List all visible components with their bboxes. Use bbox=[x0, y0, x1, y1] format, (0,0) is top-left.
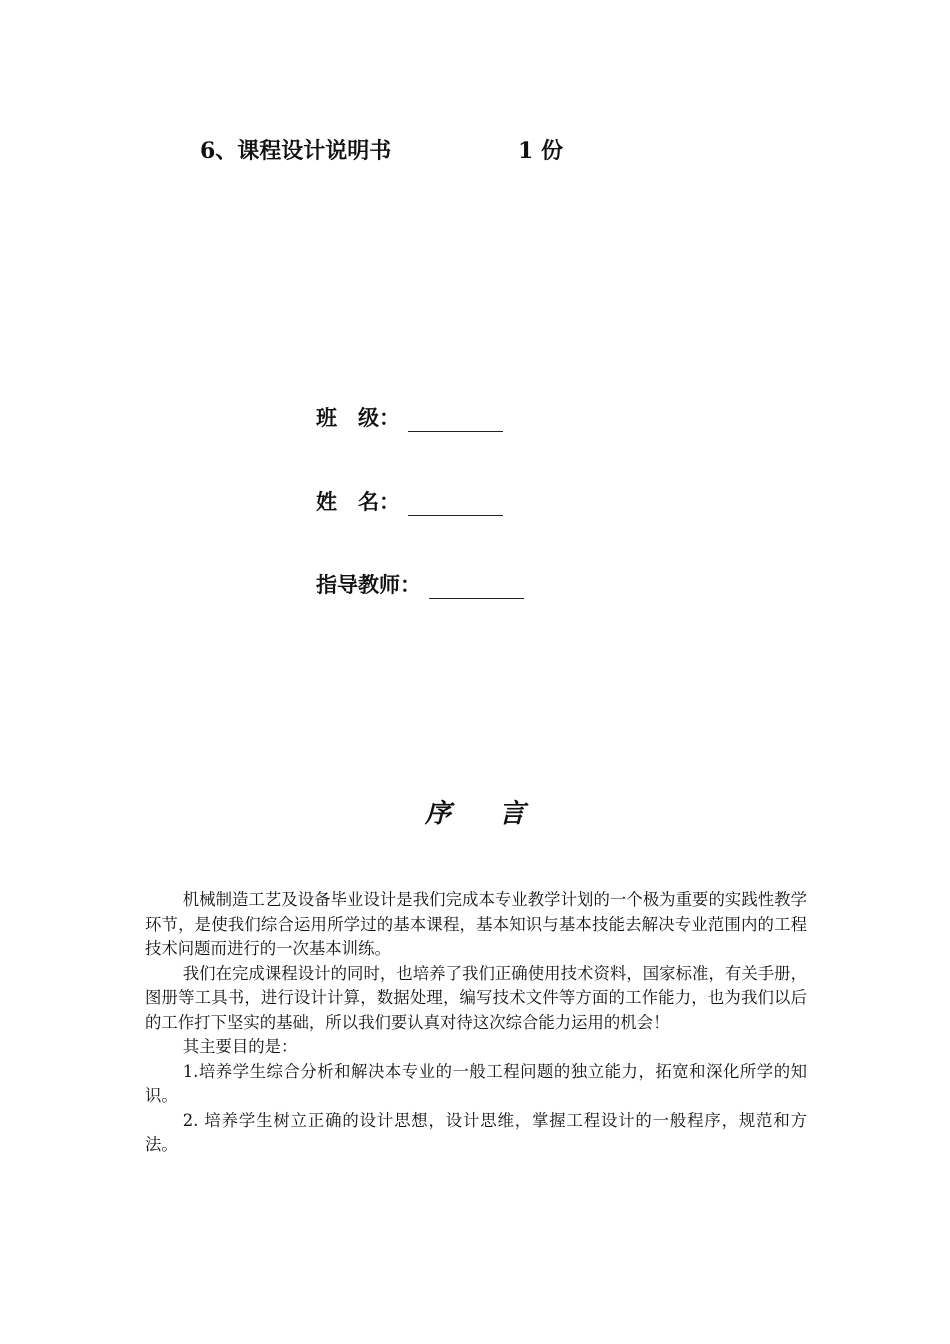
class-label: 班 级： bbox=[316, 405, 400, 430]
deliverable-quantity: 1 份 bbox=[518, 138, 563, 164]
preface-paragraph: 机械制造工艺及设备毕业设计是我们完成本专业教学计划的一个极为重要的实践性教学环节，是使我们综合运用所学过的基本课程，基本知识与基本技能去解决专业范围内的工程技术问题而进行的一次基本训练。 bbox=[145, 890, 807, 958]
class-field bbox=[316, 402, 503, 432]
preface-title: 序言 bbox=[424, 799, 573, 829]
deliverable-item bbox=[200, 134, 563, 165]
teacher-blank-line bbox=[429, 574, 524, 599]
class-blank-line bbox=[408, 407, 503, 432]
preface-paragraph: 1.培养学生综合分析和解决本专业的一般工程问题的独立能力，拓宽和深化所学的知识。 bbox=[145, 1061, 807, 1105]
teacher-label: 指导教师： bbox=[316, 572, 421, 597]
name-field bbox=[316, 486, 503, 516]
name-blank-line bbox=[408, 491, 503, 516]
deliverable-label: 6、课程设计说明书 bbox=[200, 138, 392, 164]
preface-body bbox=[145, 888, 807, 1158]
name-label: 姓 名： bbox=[316, 489, 400, 514]
teacher-field bbox=[316, 569, 524, 599]
preface-paragraph: 2. 培养学生树立正确的设计思想，设计思维，掌握工程设计的一般程序，规范和方法。 bbox=[145, 1110, 807, 1154]
preface-paragraph: 其主要目的是： bbox=[182, 1037, 298, 1056]
preface-paragraph: 我们在完成课程设计的同时，也培养了我们正确使用技术资料，国家标准，有关手册，图册等工具书，进行设计计算，数据处理，编写技术文件等方面的工作能力，也为我们以后的工作打下坚实的基础，所以我们要认真对待这次综合能力运用的机会！ bbox=[145, 963, 807, 1032]
